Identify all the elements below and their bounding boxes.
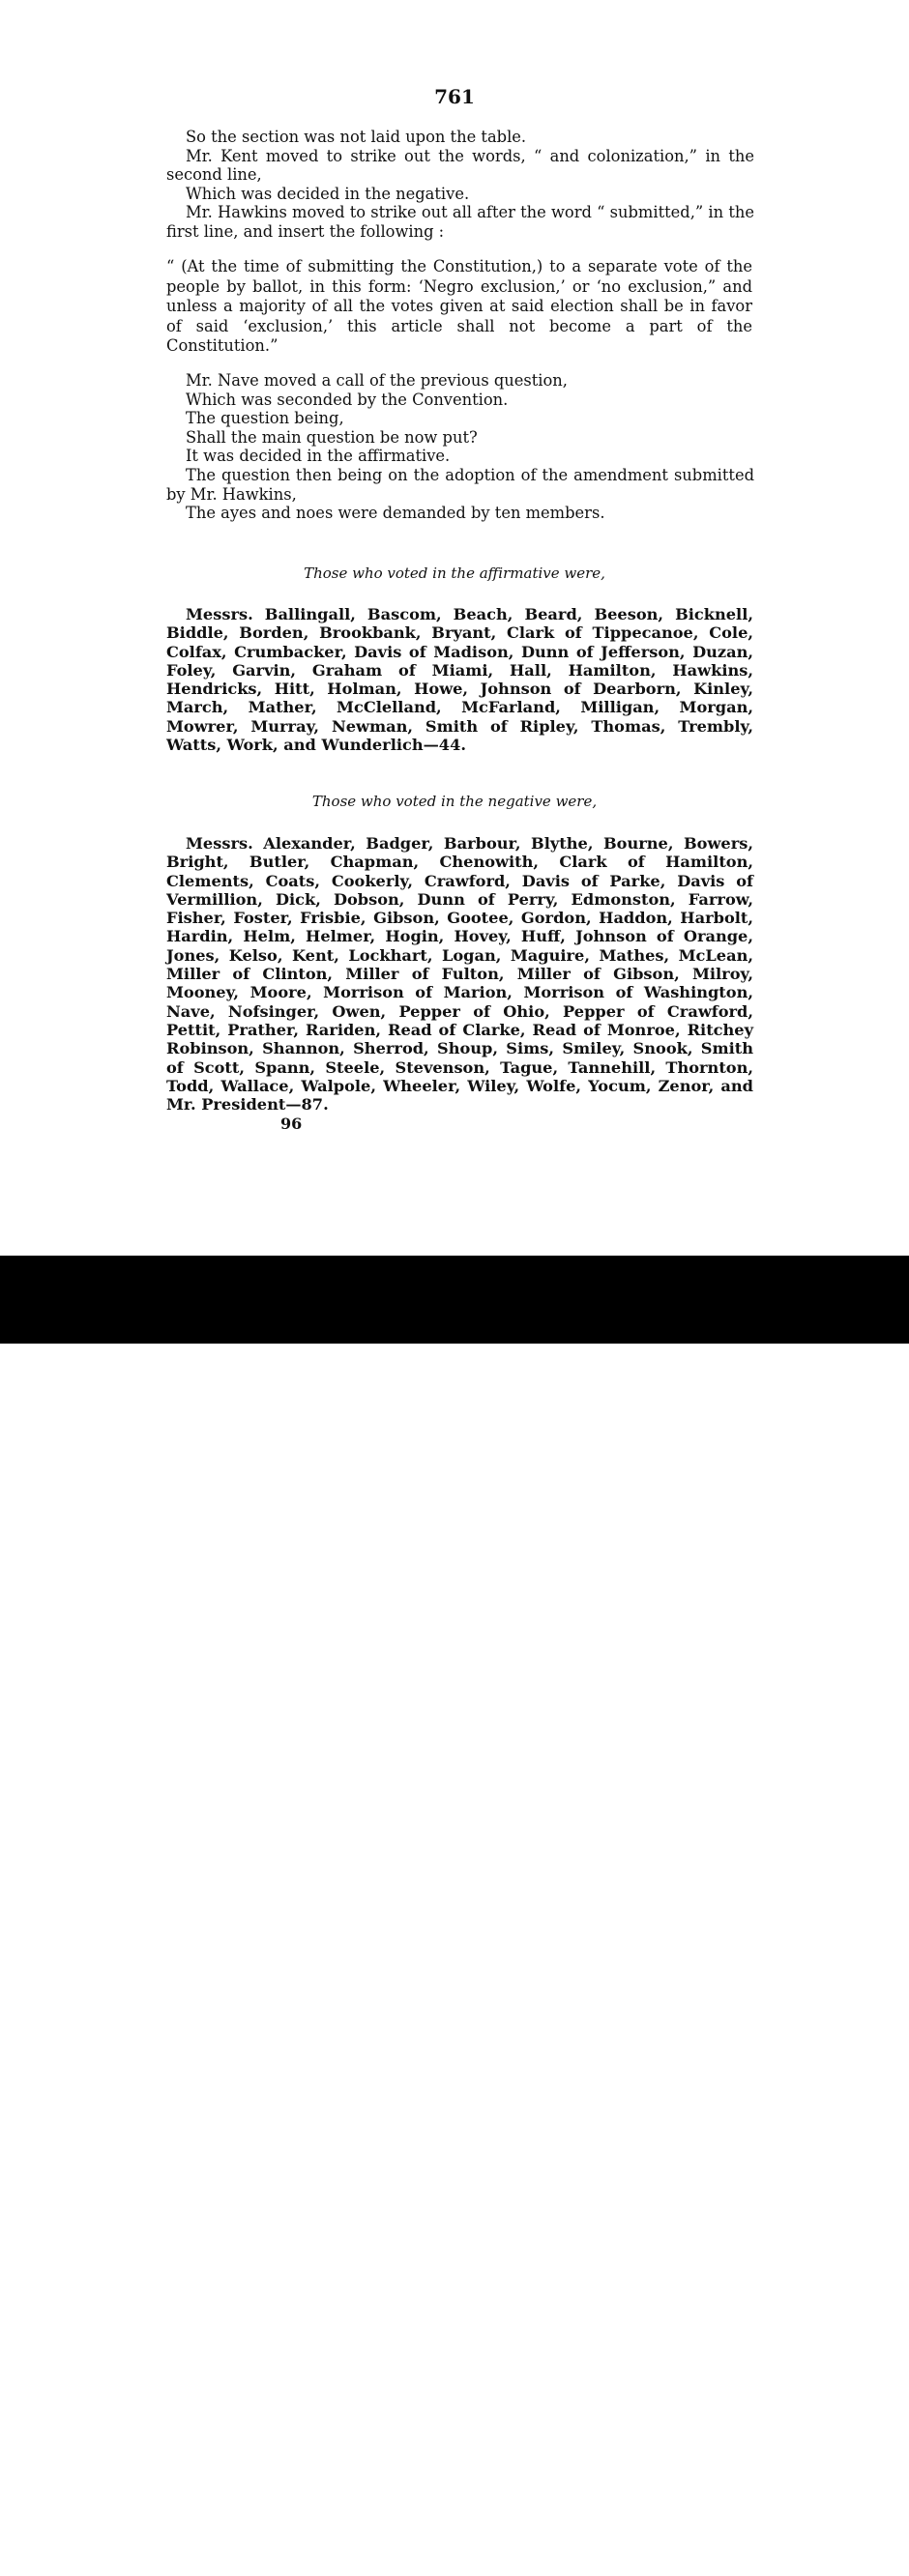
document-page	[0, 0, 909, 1256]
quoted-amendment: “ (At the time of submitting the Constitution,) to a separate vote of the people by ballot, in this form: ‘Negro exclusion,’ or ‘no exclusion,” and unless a majority of all the votes given at said election shall be in favor of said ‘exclusion,’ this article shall not become a part of the Constitution.”	[166, 257, 752, 356]
paragraph-2: Mr. Kent moved to strike out the words, “ and colonization,” in the second line,	[166, 146, 754, 185]
middle-paragraphs	[166, 371, 754, 523]
paragraph-10: The question then being on the adoption of the amendment submitted by Mr. Hawkins,	[166, 465, 754, 504]
paragraph-11: The ayes and noes were demanded by ten members.	[186, 504, 605, 523]
paragraph-6: Which was seconded by the Convention.	[186, 390, 509, 409]
brand-logo: alamy	[25, 2531, 152, 2575]
top-paragraphs	[166, 128, 754, 242]
watermark-band	[0, 1256, 909, 2575]
signature-mark: 96	[280, 1114, 303, 1133]
image-credit	[738, 2533, 886, 2576]
paragraph-1: So the section was not laid upon the table.	[186, 128, 527, 146]
site-url: www.alamy.com	[761, 2556, 886, 2574]
page-number: 761	[434, 85, 475, 108]
image-id: Image ID: 3BFY024	[737, 2534, 886, 2553]
affirmative-names: Messrs. Ballingall, Bascom, Beach, Beard, Beeson, Bicknell, Biddle, Borden, Brookbank, Bryant, Clark of Tippecanoe, Cole, Colfax, Crumbacker, Davis of Madison, Dunn of Jefferson, Duzan, Foley, Garvin, Graham of Miami, Hall, Hamilton, Hawkins, Hendricks, Hitt, Holman, Howe, Johnson of Dearborn, Kinley, March, Mather, McClelland, McFarland, Milligan, Morgan, Mowrer, Murray, Newman, Smith of Ripley, Thomas, Trembly, Watts, Work, and Wunderlich—44.	[166, 605, 753, 755]
paragraph-3: Which was decided in the negative.	[186, 184, 470, 203]
negative-heading: Those who voted in the negative were,	[311, 793, 598, 810]
affirmative-heading: Those who voted in the affirmative were,	[304, 564, 605, 582]
paragraph-9: It was decided in the affirmative.	[186, 447, 451, 466]
paragraph-4: Mr. Hawkins moved to strike out all after the word “ submitted,” in the first line, and insert the following :	[166, 203, 754, 241]
paragraph-8: Shall the main question be now put?	[186, 427, 478, 447]
paragraph-7: The question being,	[186, 409, 344, 428]
negative-names: Messrs. Alexander, Badger, Barbour, Blythe, Bourne, Bowers, Bright, Butler, Chapman, Chenowith, Clark of Hamilton, Clements, Coats, Cookerly, Crawford, Davis of Parke, Davis of Vermillion, Dick, Dobson, Dunn of Perry, Edmonston, Farrow, Fisher, Foster, Frisbie, Gibson, Gootee, Gordon, Haddon, Harbolt, Hardin, Helm, Helmer, Hogin, Hovey, Huff, Johnson of Orange, Jones, Kelso, Kent, Lockhart, Logan, Maguire, Mathes, McLean, Miller of Clinton, Miller of Fulton, Miller of Gibson, Milroy, Mooney, Moore, Morrison of Marion, Morrison of Washington, Nave, Nofsinger, Owen, Pepper of Ohio, Pepper of Crawford, Pettit, Prather, Rariden, Read of Clarke, Read of Monroe, Ritchey Robinson, Shannon, Sherrod, Shoup, Sims, Smiley, Snook, Smith of Scott, Spann, Steele, Stevenson, Tague, Tannehill, Thornton, Todd, Wallace, Walpole, Wheeler, Wiley, Wolfe, Yocum, Zenor, and Mr. President—87.	[166, 834, 753, 1114]
paragraph-5: Mr. Nave moved a call of the previous question,	[186, 371, 568, 390]
